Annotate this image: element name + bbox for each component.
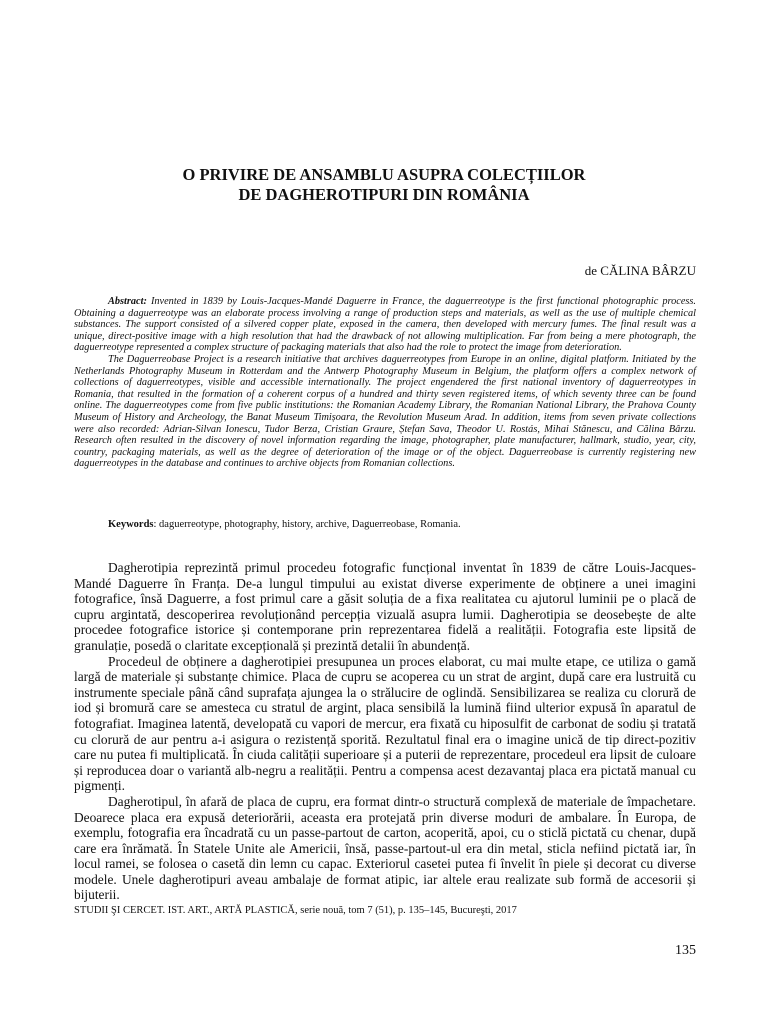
title-line-2: DE DAGHEROTIPURI DIN ROMÂNIA bbox=[238, 185, 530, 204]
title-line-1: O PRIVIRE DE ANSAMBLU ASUPRA COLECȚIILOR bbox=[182, 165, 586, 184]
body-paragraph-2: Procedeul de obținere a dagherotipiei presupunea un proces elaborat, cu mai multe etape, ce utiliza o gamă largă de materiale și substanțe chimice. Placa de cupru se acoperea cu un strat de argint, după care era lustruită cu instrumente speciale până când suprafața ajungea la o strălucire de oglindă. Sensibilizarea se realiza cu clorură de iod și bromură care se amesteca cu stratul de argint, placa sensibilă la lumină fiind ulterior expusă în aparatul de fotografiat. Imaginea latentă, developată cu vapori de mercur, era fixată cu hiposulfit de carbonat de sodiu și tratată cu clorură de aur pentru a-i asigura o rezistență sporită. Rezultatul final era o imagine unică de tip direct-pozitiv care nu putea fi multiplicată. În ciuda calității superioare și a puterii de reprezentare, procedeul era lipsit de culoare și reproducea doar o variantă alb-negru a realității. Pentru a compensa acest dezavantaj placa era pictată manual cu pigmenți. bbox=[74, 653, 696, 794]
body-paragraph-3: Dagherotipul, în afară de placa de cupru, era format dintr-o structură complexă de materiale de împachetare. Deoarece placa era expusă deteriorării, aceasta era protejată prin diverse moduri de ambalare. În Europa, de exemplu, fotografia era încadrată cu un passe-partout de carton, acoperită, apoi, cu o sticlă pictată cu chenar, după care era înrămată. În Statele Unite ale Americii, însă, passe-partout-ul era din metal, sticla nefiind pictată iar, în locul ramei, se folosea o casetă din lemn cu capac. Exteriorul casetei putea fi învelit în piele și decorat cu diverse modele. Unele dagherotipuri aveau ambalaje de format atipic, iar altele erau realizate sub formă de accesorii și bijuterii. bbox=[74, 793, 696, 903]
page-number: 135 bbox=[675, 943, 696, 958]
keywords bbox=[108, 519, 688, 530]
abstract bbox=[74, 296, 696, 470]
keywords-text: : daguerreotype, photography, history, archive, Daguerreobase, Romania. bbox=[153, 519, 461, 530]
abstract-paragraph-1 bbox=[74, 296, 696, 354]
author-byline: de CĂLINA BÂRZU bbox=[584, 263, 696, 278]
article-title bbox=[100, 165, 668, 205]
keywords-label: Keywords bbox=[108, 519, 154, 530]
abstract-paragraph-2: The Daguerreobase Project is a research initiative that archives daguerreotypes from Europe in an online, digital platform. Initiated by the Netherlands Photography Museum in Rotterdam and the Antwerp Photography Museum in Belgium, the platform offers a complex network of collections of daguerreotypes, visible and accessible internationally. The project engendered the first national inventory of daguerreotypes in Romania, that resulted in the formation of a coherent corpus of a hundred and thirty seven registered items, of which seventy three can be found online. The daguerreotypes come from five public institutions: the Romanian Academy Library, the Romanian National Library, the Prahova County Museum of History and Archeology, the Banat Museum Timișoara, the Revolution Museum Arad. In addition, items from seven private collections were also recorded: Adrian-Silvan Ionescu, Tudor Berza, Cristian Graure, Ștefan Sava, Theodor U. Rostás, Mihai Stănescu, and Călina Bârzu. Research often resulted in the discovery of novel information regarding the image, photographer, plate manufacturer, hallmark, studio, year, city, country, packaging materials, as well as the degree of deterioration of the image or of the object. Daguerreobase is currently registering new daguerreotypes in the database and continues to archive objects from Romanian collections. bbox=[74, 353, 696, 470]
abstract-label: Abstract: bbox=[108, 296, 147, 307]
body-text bbox=[74, 560, 696, 903]
journal-footer: STUDII ŞI CERCET. IST. ART., ARTĂ PLASTICĂ, serie nouă, tom 7 (51), p. 135–145, Bucureşti, 2017 bbox=[74, 905, 517, 916]
body-paragraph-1: Dagherotipia reprezintă primul procedeu fotografic funcțional inventat în 1839 de către Louis-Jacques-Mandé Daguerre în Franța. De-a lungul timpului au existat diverse experimente de obținere a unei imagini fotografice, însă Daguerre, a fost primul care a găsit soluția de a fixa realitatea cu ajutorul luminii pe o placă de cupru argintată, descoperirea revoluționând percepția vizuală asupra lumii. Dagherotipia se deosebește de alte procedee fotografice istorice și contemporane prin reprezentarea fidelă a realității. Fotografia este lipsită de granulație, posedă o claritate excepțională și prezintă detalii în abundență. bbox=[74, 560, 696, 653]
abstract-text-1: Invented in 1839 by Louis-Jacques-Mandé Daguerre in France, the daguerreotype is the first functional photographic process. Obtaining a daguerreotype was an elaborate process involving a range of production steps and materials, as well as the use of multiple chemical substances. The support consisted of a silvered copper plate, exposed in the camera, then developed with mercury fumes. The final result was a unique, direct-positive image with a high resolution that had the drawback of not allowing multiplication. Far from being a mere photograph, the daguerreotype represented a complex structure of packaging materials that also had the role to protect the image from deterioration. bbox=[74, 296, 696, 354]
